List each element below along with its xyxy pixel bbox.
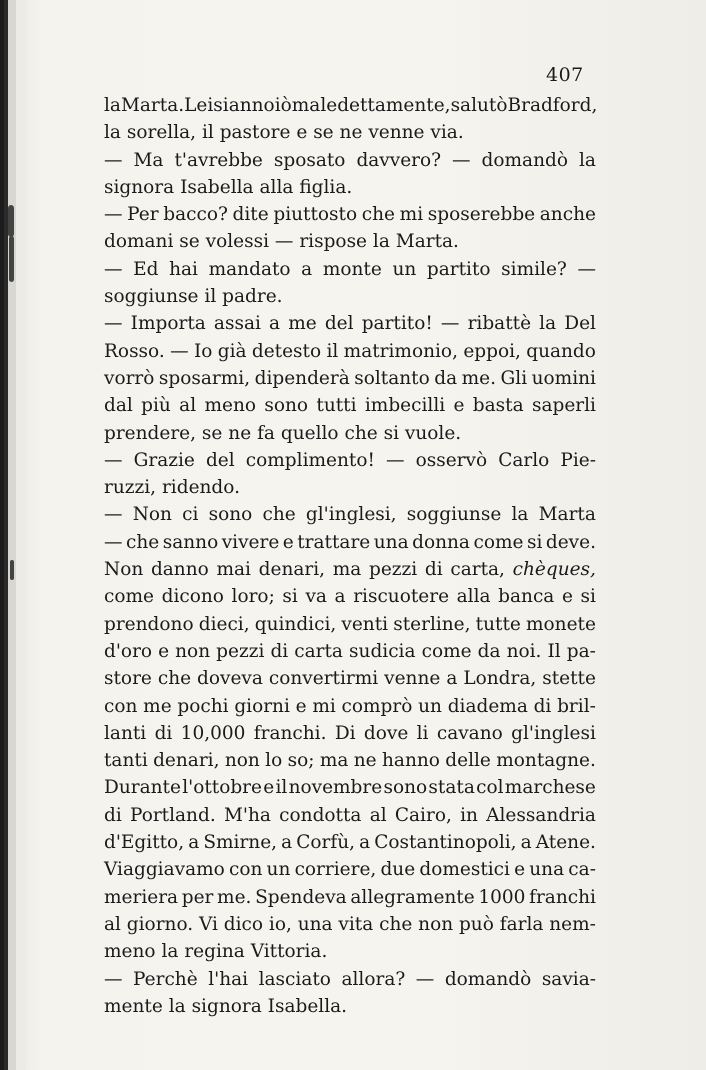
text-line: prendono dieci, quindici, venti sterline, tutte monete — [104, 613, 596, 635]
text-line: Durante l'ottobre e il novembre sono stata col marchese — [104, 777, 596, 799]
text-line: prendere, se ne fa quello che si vuole. — [104, 422, 462, 444]
spine-mark — [9, 236, 14, 282]
text-line: tanti denari, non lo so; ma ne hanno delle montagne. — [104, 750, 596, 772]
text-line: lanti di 10,000 franchi. Di dove li cavano gl'inglesi — [104, 722, 596, 744]
text-line: come dicono loro; si va a riscuotere alla banca e si — [104, 586, 596, 608]
text-line: domani se volessi — rispose la Marta. — [104, 231, 459, 253]
text-line: d'Egitto, a Smirne, a Corfù, a Costantinopoli, a Atene. — [104, 832, 596, 854]
text-line: di Portland. M'ha condotta al Cairo, in Alessandria — [104, 804, 596, 826]
text-line: Rosso. — Io già detesto il matrimonio, eppoi, quando — [104, 340, 596, 362]
text-line: dal più al meno sono tutti imbecilli e basta saperli — [104, 395, 596, 417]
text-line: vorrò sposarmi, dipenderà soltanto da me. Gli uomini — [104, 367, 596, 389]
text-line: — Ma t'avrebbe sposato davvero? — domandò la — [104, 149, 596, 171]
text-line: la sorella, il pastore e se ne venne via. — [104, 122, 464, 144]
text-line: — Ed hai mandato a monte un partito simile? — — [104, 258, 596, 280]
text-line: meno la regina Vittoria. — [104, 941, 328, 963]
text-line: — Importa assai a me del partito! — ribattè la Del — [104, 313, 596, 335]
page-number: 407 — [546, 64, 584, 86]
text-line: — Non ci sono che gl'inglesi, soggiunse la Marta — [104, 504, 596, 526]
text-line: mente la signora Isabella. — [104, 995, 348, 1017]
text-line: store che doveva convertirmi venne a Londra, stette — [104, 668, 596, 690]
text-line: — Grazie del complimento! — osservò Carlo Pie- — [104, 449, 596, 471]
text-line: Non danno mai denari, ma pezzi di carta, chèques, — [104, 559, 596, 581]
text-line: al giorno. Vi dico io, una vita che non può farla nem- — [104, 913, 596, 935]
spine-mark — [8, 205, 14, 237]
text-line: — Perchè l'hai lasciato allora? — domandò savia- — [104, 968, 596, 990]
text-line: — che sanno vivere e trattare una donna come si deve. — [104, 531, 596, 553]
book-spine-edge — [0, 0, 26, 1070]
text-line: Viaggiavamo con un corriere, due domestici e una ca- — [104, 859, 596, 881]
text-line: meriera per me. Spendeva allegramente 1000 franchi — [104, 886, 596, 908]
text-line: — Per bacco? dite piuttosto che mi sposerebbe anche — [104, 204, 596, 226]
spine-mark — [10, 560, 14, 580]
text-line: con me pochi giorni e mi comprò un diadema di bril- — [104, 695, 596, 717]
text-line: signora Isabella alla figlia. — [104, 176, 353, 198]
text-line: ruzzi, ridendo. — [104, 477, 240, 499]
text-line: la Marta. Lei si annoiò maledettamente, salutò Bradford, — [104, 95, 598, 116]
text-line: d'oro e non pezzi di carta sudicia come da noi. Il pa- — [104, 640, 596, 662]
body-text — [104, 92, 596, 1020]
text-line: soggiunse il padre. — [104, 286, 283, 308]
